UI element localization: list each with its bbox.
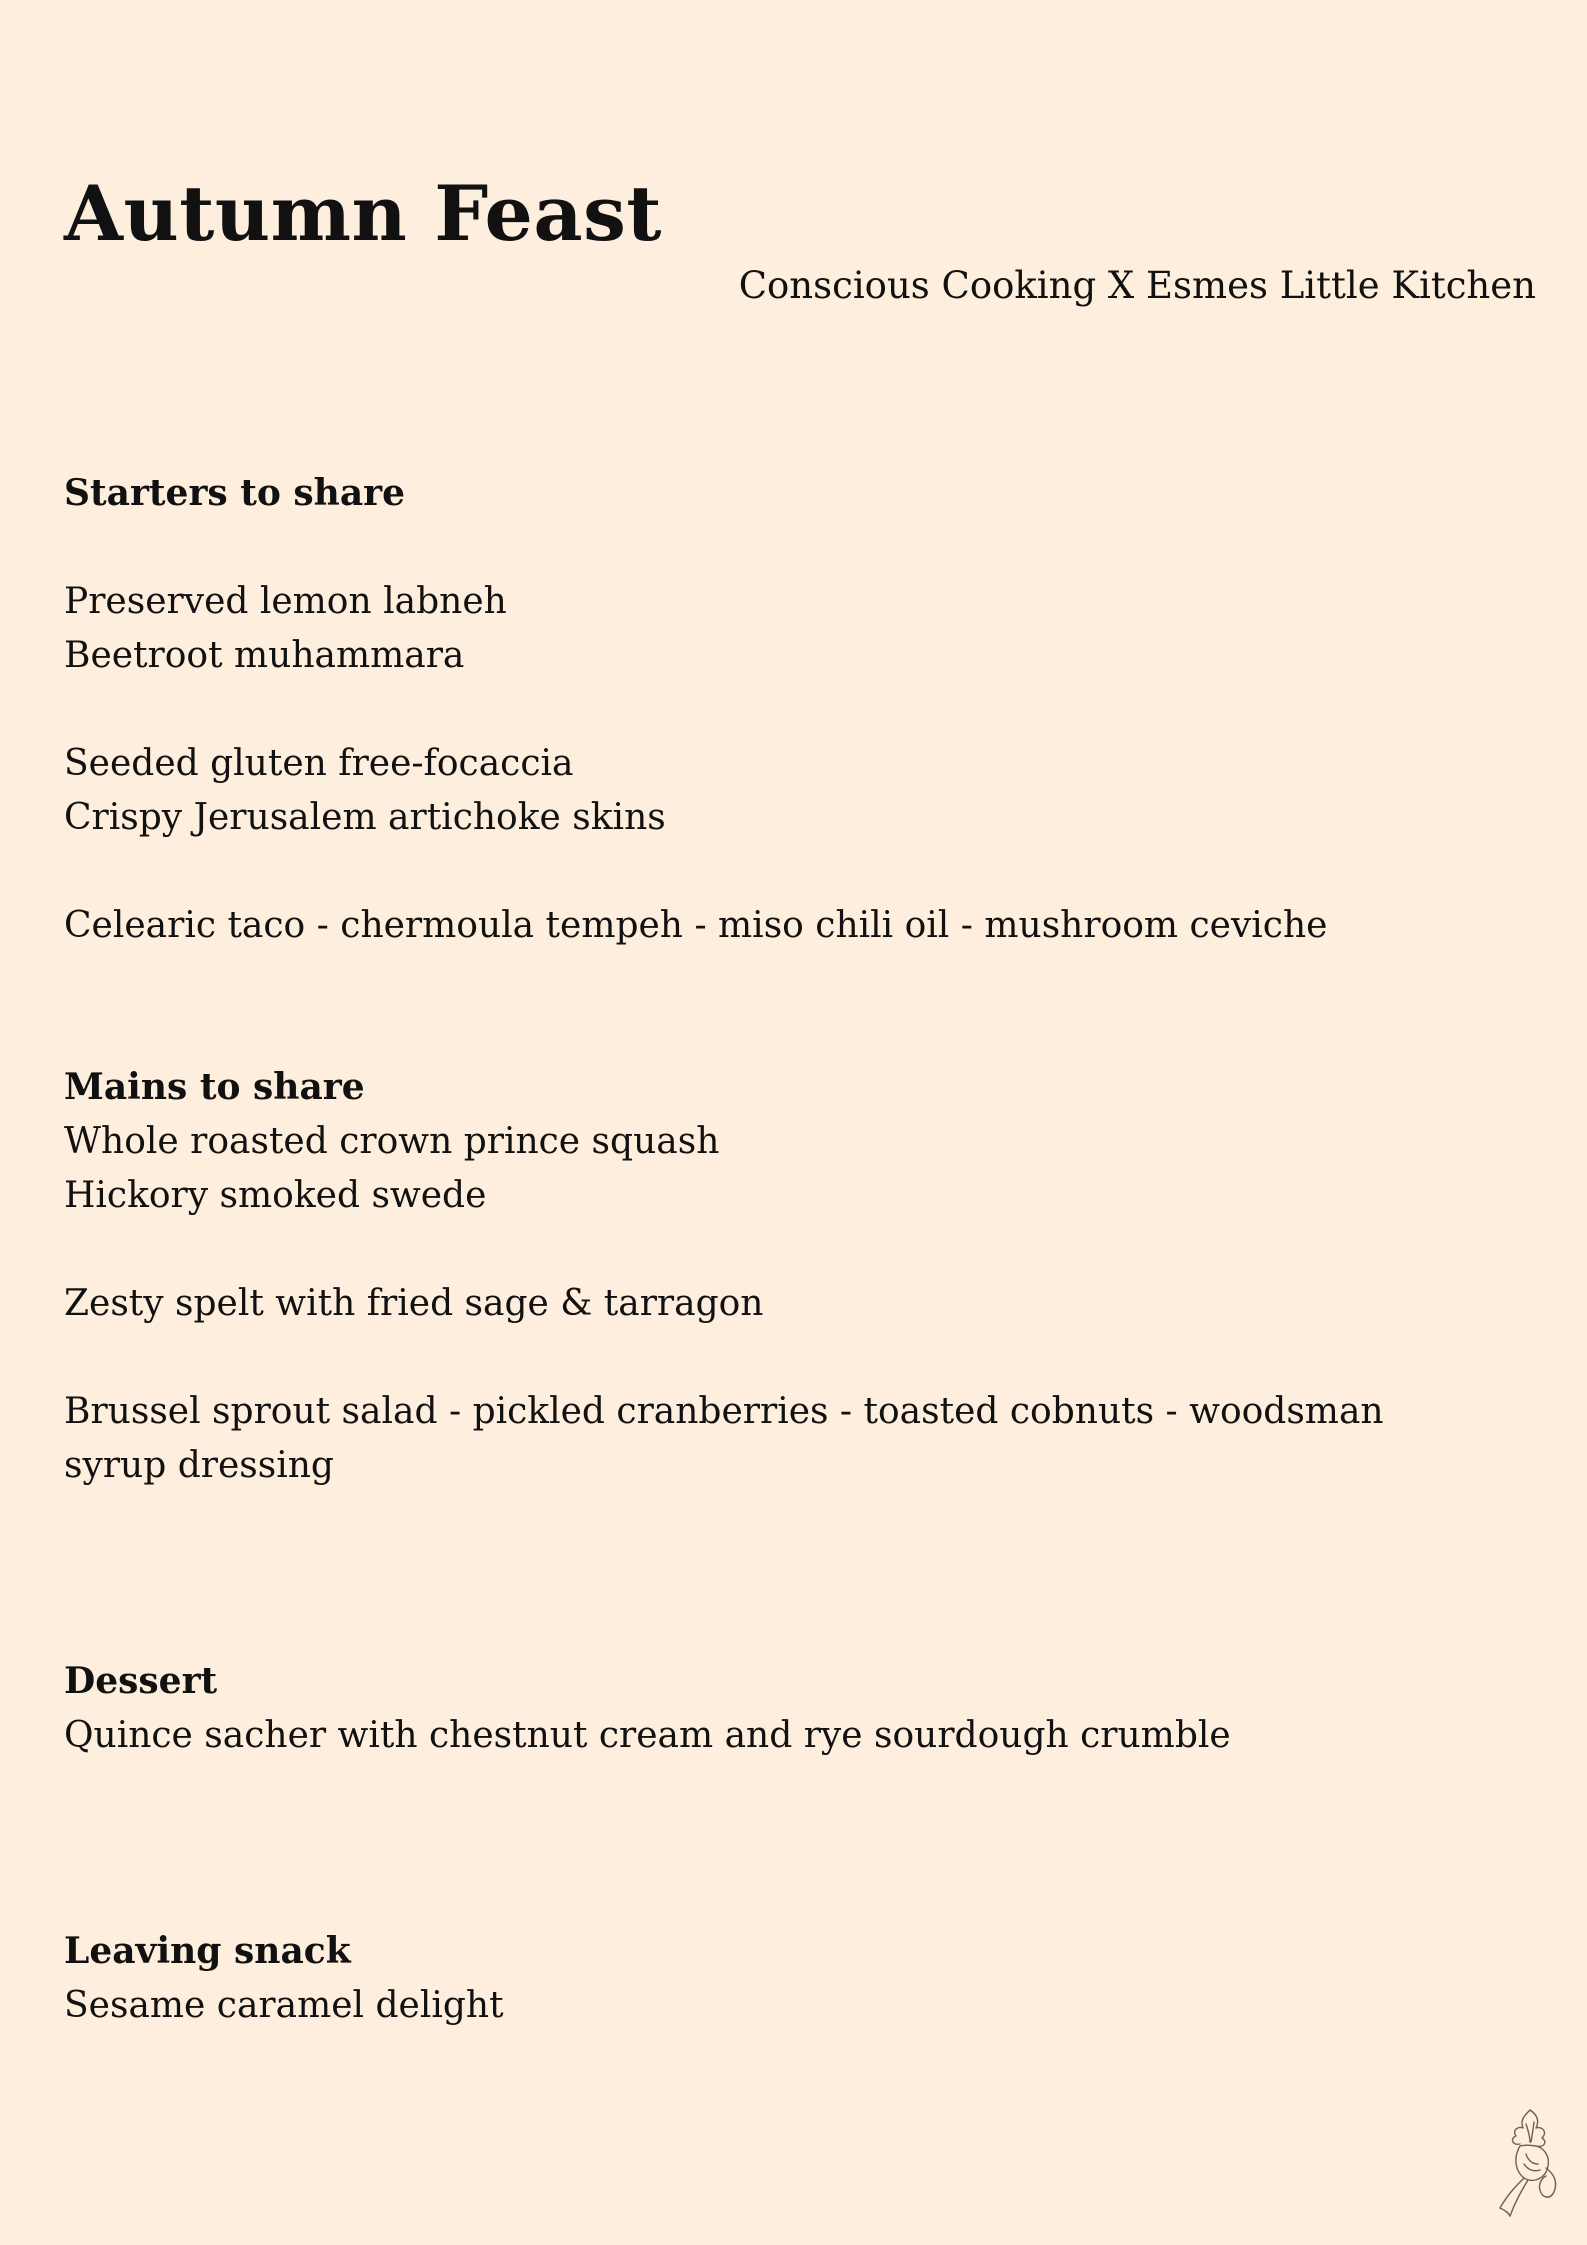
menu-item: syrup dressing xyxy=(64,1445,334,1486)
menu-item: Beetroot muhammara xyxy=(64,635,465,676)
vegetable-sketch-icon xyxy=(1490,2090,1570,2230)
menu-item: Celearic taco - chermoula tempeh - miso chili oil - mushroom ceviche xyxy=(64,905,1328,946)
menu-item: Sesame caramel delight xyxy=(64,1985,504,2026)
dessert-heading: Dessert xyxy=(64,1660,218,1702)
mains-heading: Mains to share xyxy=(64,1066,365,1108)
leaving-snack-heading: Leaving snack xyxy=(64,1930,351,1972)
starters-heading: Starters to share xyxy=(64,472,406,514)
menu-title: Autumn Feast xyxy=(64,169,663,258)
menu-item: Preserved lemon labneh xyxy=(64,581,507,622)
menu-item: Whole roasted crown prince squash xyxy=(64,1121,720,1162)
menu-item: Zesty spelt with fried sage & tarragon xyxy=(64,1283,764,1324)
menu-item: Quince sacher with chestnut cream and rye sourdough crumble xyxy=(64,1715,1231,1756)
menu-item: Seeded gluten free-focaccia xyxy=(64,743,574,784)
menu-item: Hickory smoked swede xyxy=(64,1175,487,1216)
menu-subtitle: Conscious Cooking X Esmes Little Kitchen xyxy=(738,264,1536,307)
menu-item: Brussel sprout salad - pickled cranberries - toasted cobnuts - woodsman xyxy=(64,1391,1384,1432)
menu-item: Crispy Jerusalem artichoke skins xyxy=(64,797,666,838)
